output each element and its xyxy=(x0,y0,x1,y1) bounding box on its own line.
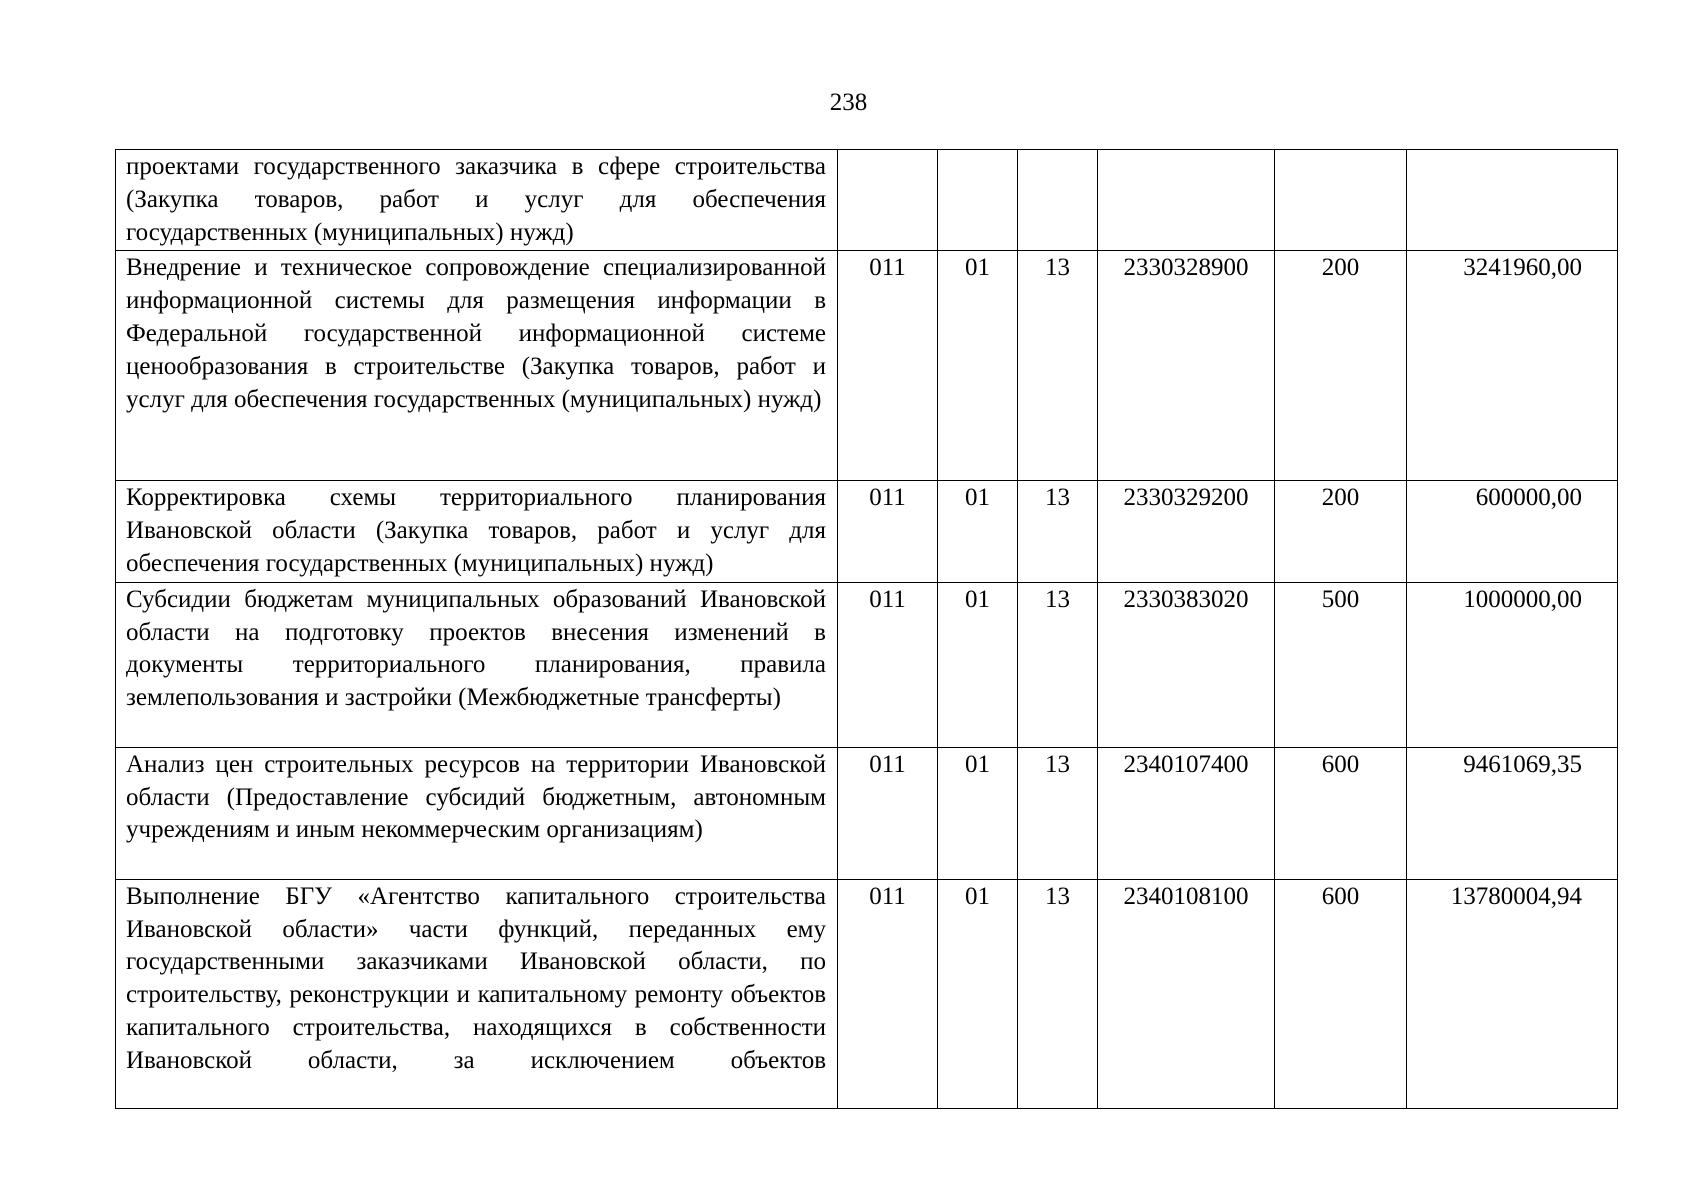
amount-value: 13780004,94 xyxy=(1407,879,1618,1108)
row-description: Внедрение и техническое сопровождение специализированной информационной системы для размещения информации в Федеральной государственной информационной системе ценообразования в строительстве (Закупка товаров, работ и услуг для обеспечения государственных (муниципальных) нужд) xyxy=(116,251,838,481)
budget-table xyxy=(115,149,1618,1109)
table-row xyxy=(116,251,1618,481)
subsection-code: 13 xyxy=(1018,582,1098,747)
expense-type-code: 600 xyxy=(1275,747,1407,879)
expense-type-code xyxy=(1275,150,1407,251)
row-description: Анализ цен строительных ресурсов на территории Ивановской области (Предоставление субсидий бюджетным, автономным учреждениям и иным некоммерческим организациям) xyxy=(116,747,838,879)
expense-type-code: 600 xyxy=(1275,879,1407,1108)
target-article-code: 2330383020 xyxy=(1098,582,1275,747)
ministry-code: 011 xyxy=(838,747,938,879)
row-description: Выполнение БГУ «Агентство капитального строительства Ивановской области» части функций, переданных ему государственными заказчиками Ивановской области, по строительству, реконструкции и капитальному ремонту объектов капитального строительства, находящихся в собственности Ивановской области, за исключением объектов xyxy=(116,879,838,1108)
page-number: 238 xyxy=(829,89,868,116)
amount-value xyxy=(1407,150,1618,251)
amount-value: 9461069,35 xyxy=(1407,747,1618,879)
row-description: Субсидии бюджетам муниципальных образований Ивановской области на подготовку проектов внесения изменений в документы территориального планирования, правила землепользования и застройки (Межбюджетные трансферты) xyxy=(116,582,838,747)
table-row xyxy=(116,747,1618,879)
section-code: 01 xyxy=(938,481,1018,582)
ministry-code: 011 xyxy=(838,481,938,582)
target-article-code: 2330329200 xyxy=(1098,481,1275,582)
target-article-code xyxy=(1098,150,1275,251)
expense-type-code: 200 xyxy=(1275,481,1407,582)
section-code: 01 xyxy=(938,747,1018,879)
target-article-code: 2330328900 xyxy=(1098,251,1275,481)
section-code xyxy=(938,150,1018,251)
row-description: Корректировка схемы территориального планирования Ивановской области (Закупка товаров, работ и услуг для обеспечения государственных (муниципальных) нужд) xyxy=(116,481,838,582)
subsection-code: 13 xyxy=(1018,481,1098,582)
subsection-code xyxy=(1018,150,1098,251)
row-description: проектами государственного заказчика в сфере строительства (Закупка товаров, работ и услуг для обеспечения государственных (муниципальных) нужд) xyxy=(116,150,838,251)
section-code: 01 xyxy=(938,879,1018,1108)
subsection-code: 13 xyxy=(1018,747,1098,879)
amount-value: 600000,00 xyxy=(1407,481,1618,582)
table-row xyxy=(116,582,1618,747)
subsection-code: 13 xyxy=(1018,251,1098,481)
target-article-code: 2340107400 xyxy=(1098,747,1275,879)
section-code: 01 xyxy=(938,251,1018,481)
amount-value: 3241960,00 xyxy=(1407,251,1618,481)
table-row xyxy=(116,150,1618,251)
expense-type-code: 500 xyxy=(1275,582,1407,747)
ministry-code xyxy=(838,150,938,251)
target-article-code: 2340108100 xyxy=(1098,879,1275,1108)
subsection-code: 13 xyxy=(1018,879,1098,1108)
amount-value: 1000000,00 xyxy=(1407,582,1618,747)
ministry-code: 011 xyxy=(838,879,938,1108)
table-row xyxy=(116,879,1618,1108)
ministry-code: 011 xyxy=(838,251,938,481)
expense-type-code: 200 xyxy=(1275,251,1407,481)
ministry-code: 011 xyxy=(838,582,938,747)
table-row xyxy=(116,481,1618,582)
section-code: 01 xyxy=(938,582,1018,747)
